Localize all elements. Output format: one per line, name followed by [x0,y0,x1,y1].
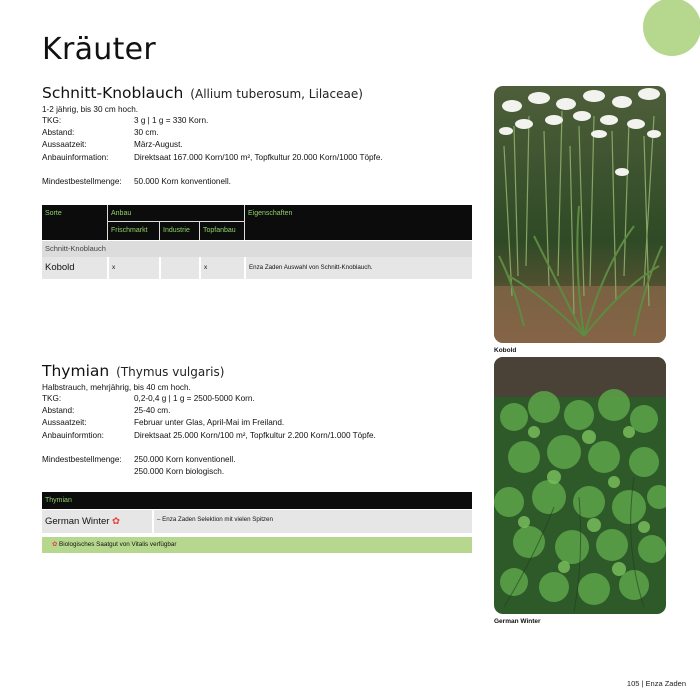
order-label: Mindestbestellmenge: [42,176,122,186]
spec-label: TKG: [42,394,62,403]
spec-value: Direktsaat 25.000 Korn/100 m², Topfkultur 2.200 Korn/1.000 Töpfe. [134,430,376,440]
photo-kobold [494,86,666,343]
subcol-topfanbau: Topfanbau [200,222,245,240]
variety-name: German Winter [45,516,110,527]
section-title: Thymian [42,362,110,380]
bio-note [42,537,472,553]
varieties-table-schnitt-knoblauch [42,205,472,279]
spec-value: 30 cm. [134,128,159,138]
cell-industrie [161,257,199,279]
cell-topfanbau: x [201,257,244,279]
spec-value: 0,2-0,4 g | 1 g = 2500-5000 Korn. [134,394,255,403]
variety-name: Kobold [42,257,107,279]
spec-label: Abstand: [42,406,75,416]
page-title: Kräuter [42,32,157,67]
bio-flower-icon: ✿ [52,541,60,548]
spec-row [42,431,472,443]
bio-flower-icon: ✿ [109,516,121,527]
order-row [42,455,472,467]
section-heading [42,84,472,102]
spec-label: Anbauinformtion: [42,430,104,440]
spec-value: Direktsaat 167.000 Korn/100 m², Topfkultur 20.000 Korn/1000 Töpfe. [134,152,383,162]
bio-note-text: Biologisches Saatgut von Vitalis verfügbar [59,541,177,548]
photo-german-winter [494,357,666,614]
spec-row [42,406,472,418]
page-footer: 105 | Enza Zaden [626,679,686,688]
order-row [42,177,472,189]
order-value: 250.000 Korn biologisch. [134,466,225,476]
spec-label: Abstand: [42,128,75,138]
cell-frischmarkt: x [109,257,159,279]
spec-value: Februar unter Glas, April-Mai im Freiland. [134,418,285,428]
subcol-industrie: Industrie [160,222,200,240]
order-label: Mindestbestellmenge: [42,454,122,464]
subcol-frischmarkt: Frischmarkt [108,222,160,240]
chives-plant-image [494,86,666,343]
section-latin-name: (Allium tuberosum, Lilaceae) [190,87,363,101]
variety-description: – Enza Zaden Selektion mit vielen Spitzen [154,510,472,533]
spec-row [42,418,472,430]
table-group-row: Schnitt-Knoblauch [42,240,472,257]
section-subtitle: Halbstrauch, mehrjährig, bis 40 cm hoch. [42,383,191,392]
variety-description: Enza Zaden Auswahl von Schnitt-Knoblauch. [246,257,472,279]
spec-label: Aussaatzeit: [42,418,87,428]
table-row [42,510,472,533]
spec-value: 25-40 cm. [134,406,171,416]
order-row [42,467,472,479]
spec-row [42,153,472,165]
section-schnitt-knoblauch [42,84,472,189]
corner-accent-circle [643,0,700,56]
table-header: Thymian [42,492,472,509]
photo-caption: Kobold [494,347,517,354]
spec-label: Aussaatzeit: [42,140,87,150]
spec-row [42,394,472,406]
spec-value: 3 g | 1 g = 330 Korn. [134,116,209,125]
order-value: 50.000 Korn konventionell. [134,176,231,186]
spec-row [42,128,472,140]
section-subtitle: 1-2 jährig, bis 30 cm hoch. [42,105,139,114]
order-value: 250.000 Korn konventionell. [134,454,236,464]
section-title: Schnitt-Knoblauch [42,84,184,102]
varieties-table-thymian [42,492,472,553]
table-row [42,257,472,279]
table-header [42,205,472,240]
col-header-anbau: Anbau [108,205,245,222]
thyme-plant-image [494,357,666,614]
section-heading [42,362,472,380]
spec-label: TKG: [42,116,62,125]
variety-name-cell [42,510,152,533]
section-latin-name: (Thymus vulgaris) [116,365,225,379]
spec-label: Anbauinformation: [42,152,109,162]
spec-row [42,116,472,128]
photo-caption: German Winter [494,618,541,625]
col-header-eigenschaften: Eigenschaften [248,210,293,217]
section-thymian [42,362,472,479]
col-header-sorte: Sorte [42,205,108,240]
spec-row [42,140,472,152]
spec-value: März-August. [134,140,183,150]
